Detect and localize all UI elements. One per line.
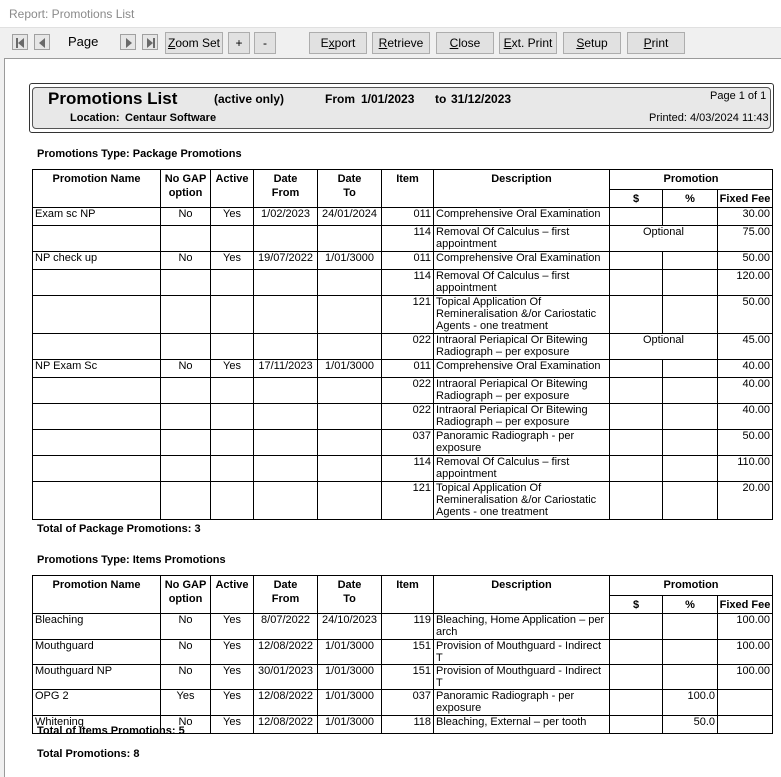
- cell-percent: [663, 208, 718, 226]
- cell-date-from: 12/08/2022: [254, 640, 318, 665]
- table-row: [33, 208, 773, 226]
- cell-active: Yes: [211, 360, 254, 378]
- cell-promotion-name: [33, 456, 161, 482]
- cell-dollar: [610, 716, 663, 734]
- cell-dollar: Optional: [610, 226, 718, 252]
- cell-fixed-fee: 100.00: [718, 614, 773, 640]
- cell-nogap: [161, 296, 211, 334]
- setup-button[interactable]: Setup: [563, 32, 621, 54]
- table-row: [33, 270, 773, 296]
- cell-dollar: [610, 404, 663, 430]
- cell-date-to: 1/01/3000: [318, 665, 382, 690]
- col-item: Item: [382, 170, 434, 208]
- cell-fixed-fee: 110.00: [718, 456, 773, 482]
- cell-date-from: 30/01/2023: [254, 665, 318, 690]
- window-title: Report: Promotions List: [9, 7, 135, 21]
- cell-date-from: [254, 334, 318, 360]
- cell-description: Panoramic Radiograph - per exposure: [434, 430, 610, 456]
- page-label: Page: [68, 34, 99, 49]
- cell-date-to: 1/01/3000: [318, 716, 382, 734]
- to-label: to: [435, 92, 447, 106]
- cell-date-from: [254, 296, 318, 334]
- cell-promotion-name: Whitening: [33, 716, 161, 734]
- package-promotions-table: [32, 169, 773, 520]
- cell-promotion-name: [33, 482, 161, 520]
- cell-description: Provision of Mouthguard - Indirect T: [434, 665, 610, 690]
- col-fixed-fee: Fixed Fee: [718, 190, 773, 208]
- grand-total: Total Promotions: 8: [37, 748, 140, 760]
- table-row: [33, 614, 773, 640]
- cell-active: Yes: [211, 665, 254, 690]
- cell-date-from: 19/07/2022: [254, 252, 318, 270]
- cell-promotion-name: [33, 404, 161, 430]
- col-active: Active: [211, 170, 254, 208]
- page-info: Page 1 of 1: [710, 90, 767, 102]
- cell-dollar: [610, 252, 663, 270]
- cell-active: Yes: [211, 640, 254, 665]
- cell-nogap: [161, 404, 211, 430]
- cell-active: [211, 482, 254, 520]
- cell-description: Removal Of Calculus – first appointment: [434, 226, 610, 252]
- cell-dollar: [610, 456, 663, 482]
- retrieve-button[interactable]: Retrieve: [372, 32, 430, 54]
- col-percent: %: [663, 596, 718, 614]
- cell-promotion-name: [33, 296, 161, 334]
- cell-promotion-name: Mouthguard: [33, 640, 161, 665]
- cell-item: 022: [382, 334, 434, 360]
- cell-fixed-fee: 40.00: [718, 378, 773, 404]
- cell-item: 119: [382, 614, 434, 640]
- cell-dollar: [610, 640, 663, 665]
- cell-fixed-fee: 50.00: [718, 296, 773, 334]
- cell-percent: [663, 665, 718, 690]
- cell-active: Yes: [211, 716, 254, 734]
- cell-percent: [663, 456, 718, 482]
- col-percent: %: [663, 190, 718, 208]
- printed-timestamp: Printed: 4/03/2024 11:43: [649, 112, 769, 124]
- cell-active: Yes: [211, 252, 254, 270]
- cell-item: 118: [382, 716, 434, 734]
- cell-item: 011: [382, 360, 434, 378]
- cell-nogap: [161, 430, 211, 456]
- cell-dollar: [610, 430, 663, 456]
- cell-date-from: 8/07/2022: [254, 614, 318, 640]
- cell-item: 022: [382, 404, 434, 430]
- cell-percent: [663, 296, 718, 334]
- cell-nogap: [161, 334, 211, 360]
- cell-promotion-name: [33, 378, 161, 404]
- cell-date-to: 1/01/3000: [318, 252, 382, 270]
- cell-fixed-fee: [718, 690, 773, 716]
- col-dollar: $: [610, 190, 663, 208]
- cell-percent: [663, 614, 718, 640]
- col-date-from: Date From: [254, 576, 318, 614]
- cell-promotion-name: [33, 226, 161, 252]
- cell-item: 114: [382, 456, 434, 482]
- cell-nogap: No: [161, 208, 211, 226]
- cell-item: 037: [382, 430, 434, 456]
- cell-promotion-name: [33, 270, 161, 296]
- cell-percent: 100.0: [663, 690, 718, 716]
- col-promotion-name: Promotion Name: [33, 576, 161, 614]
- cell-active: Yes: [211, 208, 254, 226]
- col-dollar: $: [610, 596, 663, 614]
- table-row: [33, 690, 773, 716]
- zoom-out-button[interactable]: -: [254, 32, 276, 54]
- cell-fixed-fee: 120.00: [718, 270, 773, 296]
- cell-date-from: 12/08/2022: [254, 690, 318, 716]
- cell-active: [211, 226, 254, 252]
- table-row: [33, 360, 773, 378]
- cell-percent: [663, 378, 718, 404]
- cell-fixed-fee: 45.00: [718, 334, 773, 360]
- from-date: 1/01/2023: [361, 92, 415, 106]
- cell-fixed-fee: 20.00: [718, 482, 773, 520]
- cell-description: Removal Of Calculus – first appointment: [434, 270, 610, 296]
- cell-nogap: [161, 456, 211, 482]
- cell-date-from: [254, 430, 318, 456]
- cell-date-from: [254, 404, 318, 430]
- last-page-icon[interactable]: [142, 34, 158, 50]
- cell-active: [211, 430, 254, 456]
- location-label: Location:: [70, 112, 120, 124]
- cell-nogap: [161, 226, 211, 252]
- items-total: Total of Items Promotions: 5: [37, 725, 185, 737]
- cell-dollar: [610, 296, 663, 334]
- cell-percent: [663, 640, 718, 665]
- cell-nogap: [161, 270, 211, 296]
- cell-description: Topical Application Of Remineralisation &/or Cariostatic Agents - one treatment: [434, 296, 610, 334]
- cell-description: Comprehensive Oral Examination: [434, 360, 610, 378]
- cell-dollar: Optional: [610, 334, 718, 360]
- cell-active: [211, 270, 254, 296]
- cell-active: Yes: [211, 614, 254, 640]
- toolbar: [0, 28, 781, 58]
- cell-fixed-fee: 50.00: [718, 430, 773, 456]
- cell-date-to: [318, 226, 382, 252]
- package-type-label: Promotions Type: Package Promotions: [37, 148, 242, 160]
- cell-description: Intraoral Periapical Or Bitewing Radiograph – per exposure: [434, 404, 610, 430]
- cell-dollar: [610, 482, 663, 520]
- cell-nogap: No: [161, 252, 211, 270]
- cell-fixed-fee: 75.00: [718, 226, 773, 252]
- cell-active: [211, 456, 254, 482]
- cell-description: Intraoral Periapical Or Bitewing Radiograph – per exposure: [434, 378, 610, 404]
- cell-description: Removal Of Calculus – first appointment: [434, 456, 610, 482]
- cell-date-to: [318, 482, 382, 520]
- cell-percent: [663, 404, 718, 430]
- cell-description: Provision of Mouthguard - Indirect T: [434, 640, 610, 665]
- package-total: Total of Package Promotions: 3: [37, 523, 201, 535]
- cell-promotion-name: Mouthguard NP: [33, 665, 161, 690]
- cell-fixed-fee: 100.00: [718, 665, 773, 690]
- cell-promotion-name: Bleaching: [33, 614, 161, 640]
- first-page-icon[interactable]: [12, 34, 28, 50]
- cell-item: 037: [382, 690, 434, 716]
- cell-nogap: No: [161, 716, 211, 734]
- col-date-to: Date To: [318, 576, 382, 614]
- col-description: Description: [434, 170, 610, 208]
- cell-item: 121: [382, 296, 434, 334]
- col-nogap: No GAP option: [161, 576, 211, 614]
- cell-date-to: 1/01/3000: [318, 360, 382, 378]
- cell-fixed-fee: 40.00: [718, 360, 773, 378]
- cell-nogap: No: [161, 640, 211, 665]
- table-row: [33, 665, 773, 690]
- location-value: Centaur Software: [125, 112, 217, 124]
- cell-active: [211, 404, 254, 430]
- cell-percent: [663, 360, 718, 378]
- cell-promotion-name: Exam sc NP: [33, 208, 161, 226]
- cell-item: 011: [382, 208, 434, 226]
- cell-description: Bleaching, Home Application – per arch: [434, 614, 610, 640]
- cell-dollar: [610, 614, 663, 640]
- cell-dollar: [610, 270, 663, 296]
- cell-dollar: [610, 360, 663, 378]
- cell-dollar: [610, 690, 663, 716]
- ext-print-button[interactable]: Ext. Print: [499, 32, 557, 54]
- close-button[interactable]: Close: [436, 32, 494, 54]
- table-row: [33, 482, 773, 520]
- report-title: Promotions List: [48, 89, 178, 108]
- cell-date-to: [318, 378, 382, 404]
- cell-item: 022: [382, 378, 434, 404]
- table-row: [33, 430, 773, 456]
- cell-date-from: [254, 456, 318, 482]
- cell-percent: [663, 430, 718, 456]
- cell-description: Intraoral Periapical Or Bitewing Radiograph – per exposure: [434, 334, 610, 360]
- cell-date-to: 24/01/2024: [318, 208, 382, 226]
- cell-promotion-name: [33, 430, 161, 456]
- cell-date-from: [254, 482, 318, 520]
- table-row: [33, 640, 773, 665]
- cell-nogap: No: [161, 614, 211, 640]
- cell-item: 151: [382, 665, 434, 690]
- table-row: [33, 334, 773, 360]
- col-promotion-name: Promotion Name: [33, 170, 161, 208]
- cell-description: Comprehensive Oral Examination: [434, 208, 610, 226]
- cell-item: 121: [382, 482, 434, 520]
- cell-active: [211, 378, 254, 404]
- cell-dollar: [610, 208, 663, 226]
- table-row: [33, 252, 773, 270]
- cell-fixed-fee: 40.00: [718, 404, 773, 430]
- col-description: Description: [434, 576, 610, 614]
- cell-nogap: No: [161, 665, 211, 690]
- cell-fixed-fee: 30.00: [718, 208, 773, 226]
- cell-description: Topical Application Of Remineralisation &/or Cariostatic Agents - one treatment: [434, 482, 610, 520]
- cell-date-to: [318, 270, 382, 296]
- cell-active: Yes: [211, 690, 254, 716]
- cell-nogap: [161, 378, 211, 404]
- cell-date-to: [318, 334, 382, 360]
- col-date-from: Date From: [254, 170, 318, 208]
- cell-nogap: [161, 482, 211, 520]
- cell-percent: [663, 252, 718, 270]
- cell-date-to: [318, 456, 382, 482]
- next-page-icon[interactable]: [120, 34, 136, 50]
- cell-nogap: Yes: [161, 690, 211, 716]
- zoom-set-button[interactable]: Zoom Set: [165, 32, 223, 54]
- cell-active: [211, 334, 254, 360]
- cell-date-to: 1/01/3000: [318, 690, 382, 716]
- cell-fixed-fee: 100.00: [718, 640, 773, 665]
- col-fixed-fee: Fixed Fee: [718, 596, 773, 614]
- cell-date-from: 17/11/2023: [254, 360, 318, 378]
- cell-description: Panoramic Radiograph - per exposure: [434, 690, 610, 716]
- cell-date-from: 1/02/2023: [254, 208, 318, 226]
- cell-description: Comprehensive Oral Examination: [434, 252, 610, 270]
- previous-page-icon[interactable]: [34, 34, 50, 50]
- table-row: [33, 378, 773, 404]
- from-label: From: [325, 92, 355, 106]
- cell-nogap: No: [161, 360, 211, 378]
- items-type-label: Promotions Type: Items Promotions: [37, 554, 226, 566]
- cell-item: 011: [382, 252, 434, 270]
- cell-date-to: 24/10/2023: [318, 614, 382, 640]
- export-button[interactable]: Export: [309, 32, 367, 54]
- items-promotions-table: [32, 575, 773, 734]
- cell-percent: [663, 270, 718, 296]
- cell-fixed-fee: [718, 716, 773, 734]
- print-button[interactable]: Print: [627, 32, 685, 54]
- cell-item: 114: [382, 226, 434, 252]
- cell-item: 151: [382, 640, 434, 665]
- cell-date-from: [254, 226, 318, 252]
- col-date-to: Date To: [318, 170, 382, 208]
- cell-date-from: 12/08/2022: [254, 716, 318, 734]
- cell-percent: 50.0: [663, 716, 718, 734]
- cell-dollar: [610, 378, 663, 404]
- table-row: [33, 456, 773, 482]
- table-row: [33, 226, 773, 252]
- col-item: Item: [382, 576, 434, 614]
- cell-date-to: [318, 404, 382, 430]
- cell-date-from: [254, 378, 318, 404]
- cell-date-to: [318, 296, 382, 334]
- cell-date-from: [254, 270, 318, 296]
- cell-promotion-name: OPG 2: [33, 690, 161, 716]
- cell-promotion-name: NP Exam Sc: [33, 360, 161, 378]
- title-bar: [0, 0, 781, 28]
- cell-promotion-name: NP check up: [33, 252, 161, 270]
- cell-date-to: [318, 430, 382, 456]
- table-row: [33, 404, 773, 430]
- cell-percent: [663, 482, 718, 520]
- cell-fixed-fee: 50.00: [718, 252, 773, 270]
- table-row: [33, 296, 773, 334]
- report-filter: (active only): [214, 92, 285, 106]
- to-date: 31/12/2023: [451, 92, 512, 106]
- col-active: Active: [211, 576, 254, 614]
- cell-description: Bleaching, External – per tooth: [434, 716, 610, 734]
- cell-active: [211, 296, 254, 334]
- cell-promotion-name: [33, 334, 161, 360]
- col-promotion: Promotion: [610, 576, 773, 596]
- cell-dollar: [610, 665, 663, 690]
- zoom-in-button[interactable]: +: [228, 32, 250, 54]
- col-promotion: Promotion: [610, 170, 773, 190]
- col-nogap: No GAP option: [161, 170, 211, 208]
- cell-date-to: 1/01/3000: [318, 640, 382, 665]
- cell-item: 114: [382, 270, 434, 296]
